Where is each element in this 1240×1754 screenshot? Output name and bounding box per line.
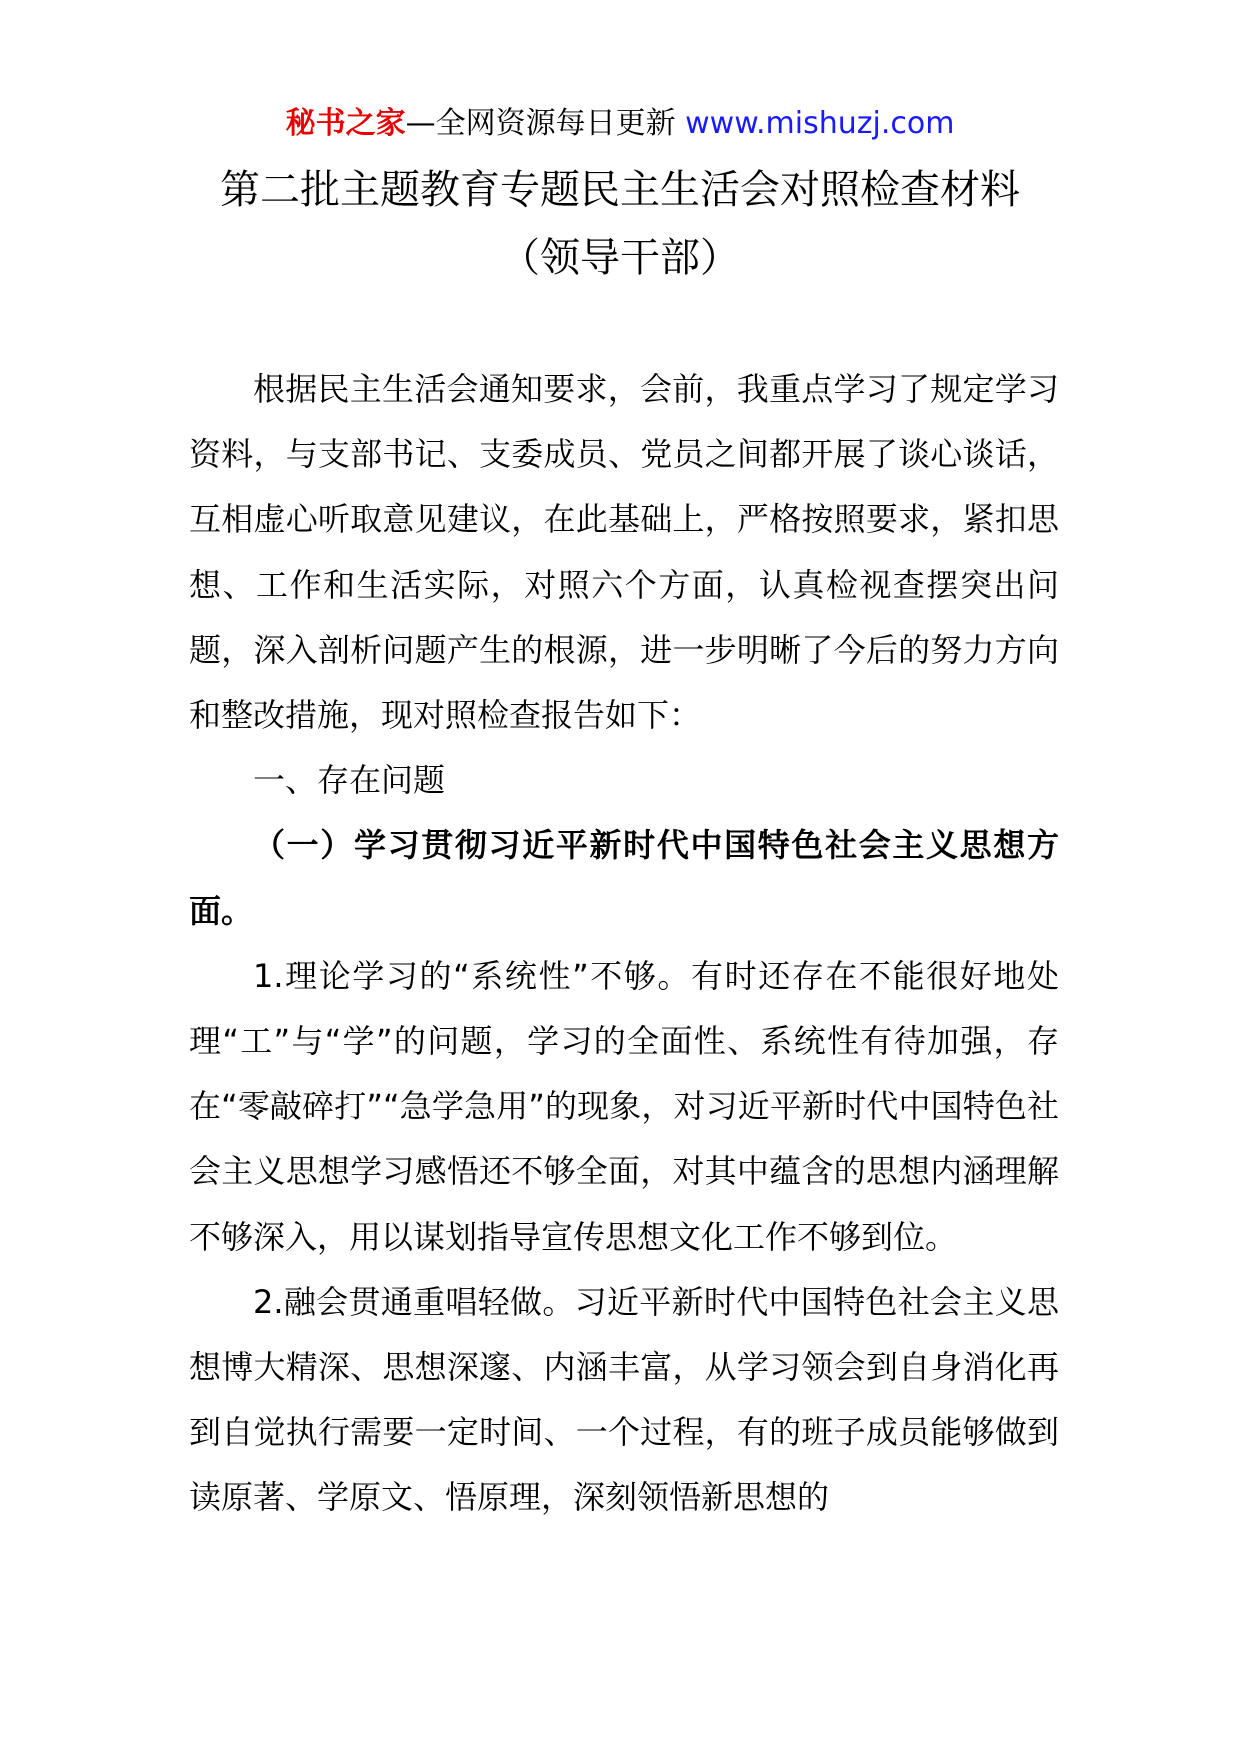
document-subtitle: （领导干部） bbox=[500, 235, 740, 281]
site-name: 秘书之家 bbox=[285, 106, 406, 141]
intro-paragraph: 根据民主生活会通知要求，会前，我重点学习了规定学习资料，与支部书记、支委成员、党员之间都开展了谈心谈话，互相虚心听取意见建议，在此基础上，严格按照要求，紧扣思想、工作和生活实际，对照六个方面，认真检视查摆突出问题，深入剖析问题产生的根源，进一步明晰了今后的努力方向和整改措施，现对照检查报告如下： bbox=[189, 370, 1059, 735]
site-header bbox=[0, 100, 1240, 148]
document-title: 第二批主题教育专题民主生活会对照检查材料 bbox=[220, 167, 1020, 213]
issue-paragraph-2: 2.融会贯通重唱轻做。习近平新时代中国特色社会主义思想博大精深、思想深邃、内涵丰富，从学习领会到自身消化再到自觉执行需要一定时间、一个过程，有的班子成员能够做到读原著、学原文、悟原理，深刻领悟新思想的 bbox=[189, 1282, 1059, 1517]
site-slogan: —全网资源每日更新 bbox=[405, 106, 686, 141]
document-body bbox=[189, 357, 1059, 1531]
site-url-link[interactable]: www.mishuzj.com bbox=[685, 106, 955, 141]
subsection-heading: （一）学习贯彻习近平新时代中国特色社会主义思想方面。 bbox=[189, 826, 1059, 930]
issue-paragraph-1: 1.理论学习的“系统性”不够。有时还存在不能很好地处理“工”与“学”的问题，学习的全面性、系统性有待加强，存在“零敲碎打”“急学急用”的现象，对习近平新时代中国特色社会主义思想学习感悟还不够全面，对其中蕴含的思想内涵理解不够深入，用以谋划指导宣传思想文化工作不够到位。 bbox=[189, 956, 1059, 1256]
section-heading: 一、存在问题 bbox=[253, 761, 446, 800]
